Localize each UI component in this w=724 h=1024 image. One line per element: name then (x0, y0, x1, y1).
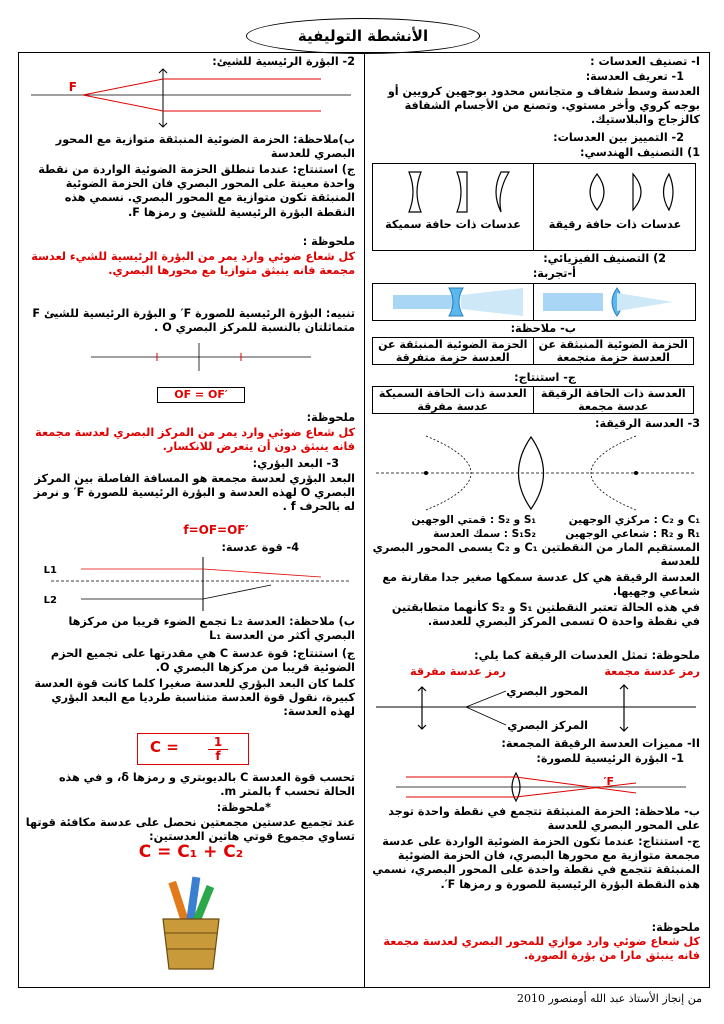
object-focus-observation: ب)ملاحظة: الحزمة الضوئية المنبثقة متوازية مع المحور البصري للعدسة (55, 133, 355, 161)
obj-ray-1 (83, 79, 163, 95)
lens-power-relation: كلما كان البعد البؤري للعدسة صغيرا كلما كانت قوة العدسة كبيرة، نقول قوة العدسة متناسبة طرديا مع البعد البؤري لهذه العدسة: (34, 677, 355, 719)
power-formula-den: f (215, 749, 221, 763)
l2-label: L2 (43, 595, 57, 606)
lens-power-heading: 4- قوة عدسة: (221, 541, 299, 554)
thin-lens-heading: 3- العدسة الرقيقة: (594, 417, 700, 430)
c2-point (634, 471, 638, 475)
lens-power-observation: ب) ملاحظة: العدسة L₂ تجمع الضوء قريبا من مركزها البصري أكثر من العدسة L₁ (68, 615, 355, 643)
conclusion-table (372, 386, 694, 414)
thin-edge-label: عدسات ذات حافة رقيقة (548, 218, 682, 231)
experiment-box (372, 283, 696, 321)
symmetry-equation: OF = OF′ (157, 387, 245, 403)
focal-length-def: البعد البؤري لعدسة مجمعة هو المسافة الفاصلة بين المركز البصري O لهذه العدسة و البؤرة الرئيسية للصورة F′ و نرمز له بالحرف f . (33, 472, 355, 514)
converging-features-heading: II- مميزات العدسة الرقيقة المجمعة: (501, 737, 700, 750)
lens-power-conclusion: ج) استنتاج: قوة عدسة C هي مقدرتها على تجميع الحزم الضوئية قريبا من مركزها البصري O. (50, 647, 355, 675)
center-ray-note: ملحوظة: (306, 411, 355, 424)
image-focus-heading: 1- البؤرة الرئيسية للصورة: (536, 752, 684, 765)
focal-length-heading: 3- البعد البؤري: (252, 457, 339, 470)
page-title: الأنشطة التوليفية (246, 18, 480, 54)
obs-converging: الحزمة الضوئية المنبثقة عن العدسة حزمة متجمعة (533, 338, 694, 365)
legend-c: C₁ و C₂ : مركزي الوجهين (568, 514, 700, 526)
concl-thick: العدسة ذات الحافة السميكة عدسة مفرقة (373, 387, 534, 414)
image-focus-svg (366, 765, 706, 805)
l1-label: L1 (43, 565, 57, 576)
meniscus-convex-lens-shape (664, 174, 674, 210)
power-formula-num: 1 (213, 735, 223, 749)
incident-beam-right (543, 293, 603, 311)
object-focus-svg (21, 67, 361, 131)
geometric-classification: 1) التصنيف الهندسي: (579, 146, 700, 159)
thick-edge-label: عدسات ذات حافة سميكة (385, 218, 521, 231)
image-focus-note: ملحوظة: (651, 921, 700, 934)
observation-heading: ب- ملاحظة: (510, 322, 576, 335)
center-pointer (466, 707, 506, 725)
heading-definition: 1- تعريف العدسة: (585, 70, 684, 83)
center-label: المركز البصري (507, 719, 588, 732)
thin-lens-def: العدسة الرقيقة هي كل عدسة سمكها صغير جدا مقارنة مع شعاعي وجهيها. (382, 571, 700, 599)
image-focus-conclusion: ج- استنتاج: عندما تكون الحزمة الضوئية الواردة على عدسة مجمعة متوازية مع محورها البصري، فان الحزمة الضوئية المنبثقة تتجمع في نقطة واحدة على المحور البصري، نسمي هذه النقطة البؤرة الرئيسية للصورة و رمزها F′. (372, 835, 700, 891)
concl-thin: العدسة ذات الحافة الرقيقة عدسة مجمعة (533, 387, 694, 414)
lens-power-svg (21, 555, 361, 615)
legend-r: R₁ و R₂ : شعاعي الوجهين (565, 528, 700, 540)
lens-sum-equation: C = C₁ + C₂ (138, 842, 244, 862)
image-focus-observation: ب- ملاحظة: الحزمة المنبثقة تتجمع في نقطة واحدة توجد على المحور البصري للعدسة (388, 805, 700, 833)
diverging-symbol-label: رمز عدسة مفرقة (409, 665, 506, 678)
plano-concave-lens-shape (457, 172, 467, 212)
axis-pointer (466, 691, 506, 707)
c1-point (424, 471, 428, 475)
power-unit-text: تحسب قوة العدسة C بالديوبتري و رمزها δ، و في هذه الحالة تحسب f بالمتر m. (58, 771, 355, 799)
optical-axis-def: المستقيم المار من النقطتين C₁ و C₂ يسمى المحور البصري للعدسة (372, 541, 700, 569)
symmetry-warning: تنبيه: البؤرة الرئيسية للصورة F′ و البؤرة الرئيسية للشيئ F متماثلتان بالنسبة للمركز البصري O . (32, 307, 355, 335)
object-focus-heading: 2- البؤرة الرئيسية للشيئ: (212, 55, 355, 68)
cup-body (163, 919, 219, 969)
obj-ray-2 (83, 95, 163, 111)
conclusion-heading: ج- استنتاج: (514, 371, 576, 384)
focal-length-equation: f=OF=OF′ (183, 523, 249, 537)
experiment-heading: أ-تجربة: (532, 267, 576, 280)
lens-sum-note: *ملحوظة: (216, 801, 271, 814)
geometric-table (372, 163, 696, 251)
symbol-note: ملحوظة: تمثل العدسات الرقيقة كما يلي: (474, 649, 700, 662)
heading-classification: I- تصنيف العدسات : (590, 55, 700, 68)
l1-ray-out (203, 569, 321, 577)
biconcave-lens-shape (409, 172, 421, 212)
diverging-beam (461, 288, 523, 316)
converging-symbol-label: رمز عدسة مجمعة (604, 665, 700, 678)
focus-label: F′ (603, 775, 614, 788)
power-formula-box (137, 733, 249, 765)
obj-focus-label: F (68, 80, 77, 94)
thin-lens-diagram (366, 431, 706, 511)
obs-diverging: الحزمة الضوئية المنبثقة عن العدسة حزمة متفرقة (373, 338, 534, 365)
plano-convex-lens-shape (633, 174, 641, 210)
heading-distinction: 2- التمييز بين العدسات: (553, 131, 684, 144)
content-frame (18, 52, 710, 988)
object-focus-conclusion: ج) استنتاج: عندما تنطلق الحزمة الضوئية الواردة من نقطة واحدة معينة على المحور البصري فان الحزمة الضوئية المنبثقة تكون متوازية مع المحور البصري. نسمي هذه النقطة البؤرة الرئيسية للشيئ و رمزها F. (38, 163, 355, 219)
object-focus-note: ملحوظة : (302, 235, 355, 248)
lens-definition: العدسة وسط شفاف و متجانس محدود بوجهين كرويين أو بوجه كروي وأخر مستوي. وتصنع من الأجسام الشفافة كالزجاج والبلاستيك. (387, 85, 700, 127)
pencil-cup-clipart (141, 875, 241, 975)
image-focus-note-text: كل شعاع ضوئي وارد موازي للمحور البصري لعدسة مجمعة فانه ينبثق مارا من بؤرة الصورة. (383, 935, 700, 963)
right-column (366, 53, 706, 987)
lens-sum-text: عند تجميع عدستين مجمعتين نحصل على عدسة مكافئة قوتها تساوي مجموع قوتي هاتين العدستين: (25, 816, 355, 844)
left-column (21, 53, 361, 987)
converging-beam (617, 293, 673, 311)
lens-shapes-svg (373, 164, 695, 250)
object-focus-note-text: كل شعاع ضوئي وارد يمر من البؤرة الرئيسية للشيء لعدسة مجمعة فانه ينبثق متوازيا مع محورها البصري. (31, 250, 355, 278)
author-footer: من إنجاز الأستاذ عبد الله أومنصور 2010 (517, 992, 702, 1005)
symmetry-svg (21, 339, 361, 379)
observation-table (372, 337, 694, 365)
column-divider (364, 53, 365, 987)
l2-ray-out (203, 585, 271, 599)
optical-center-def: في هذه الحالة تعتبر النقطتين S₁ و S₂ كأنهما متطابقتين في نقطة واحدة O تسمى المركز البصري للعدسة. (391, 601, 700, 629)
legend-s: S₁ و S₂ : قمتي الوجهين (411, 514, 536, 526)
legend-thickness: S₁S₂ : سمك العدسة (433, 528, 536, 540)
meniscus-concave-lens-shape (496, 172, 509, 212)
physical-classification: 2) التصنيف الفيزيائي: (543, 252, 666, 265)
experiment-svg (373, 284, 695, 320)
center-ray-note-text: كل شعاع ضوئي وارد يمر من المركز البصري لعدسة مجمعة فانه ينبثق دون أن يتعرض للانكسار. (35, 426, 355, 454)
axis-label: المحور البصري (506, 685, 588, 698)
power-formula-c: C = (150, 738, 179, 756)
biconvex-lens-shape (590, 174, 604, 210)
incident-beam-left (393, 295, 453, 309)
